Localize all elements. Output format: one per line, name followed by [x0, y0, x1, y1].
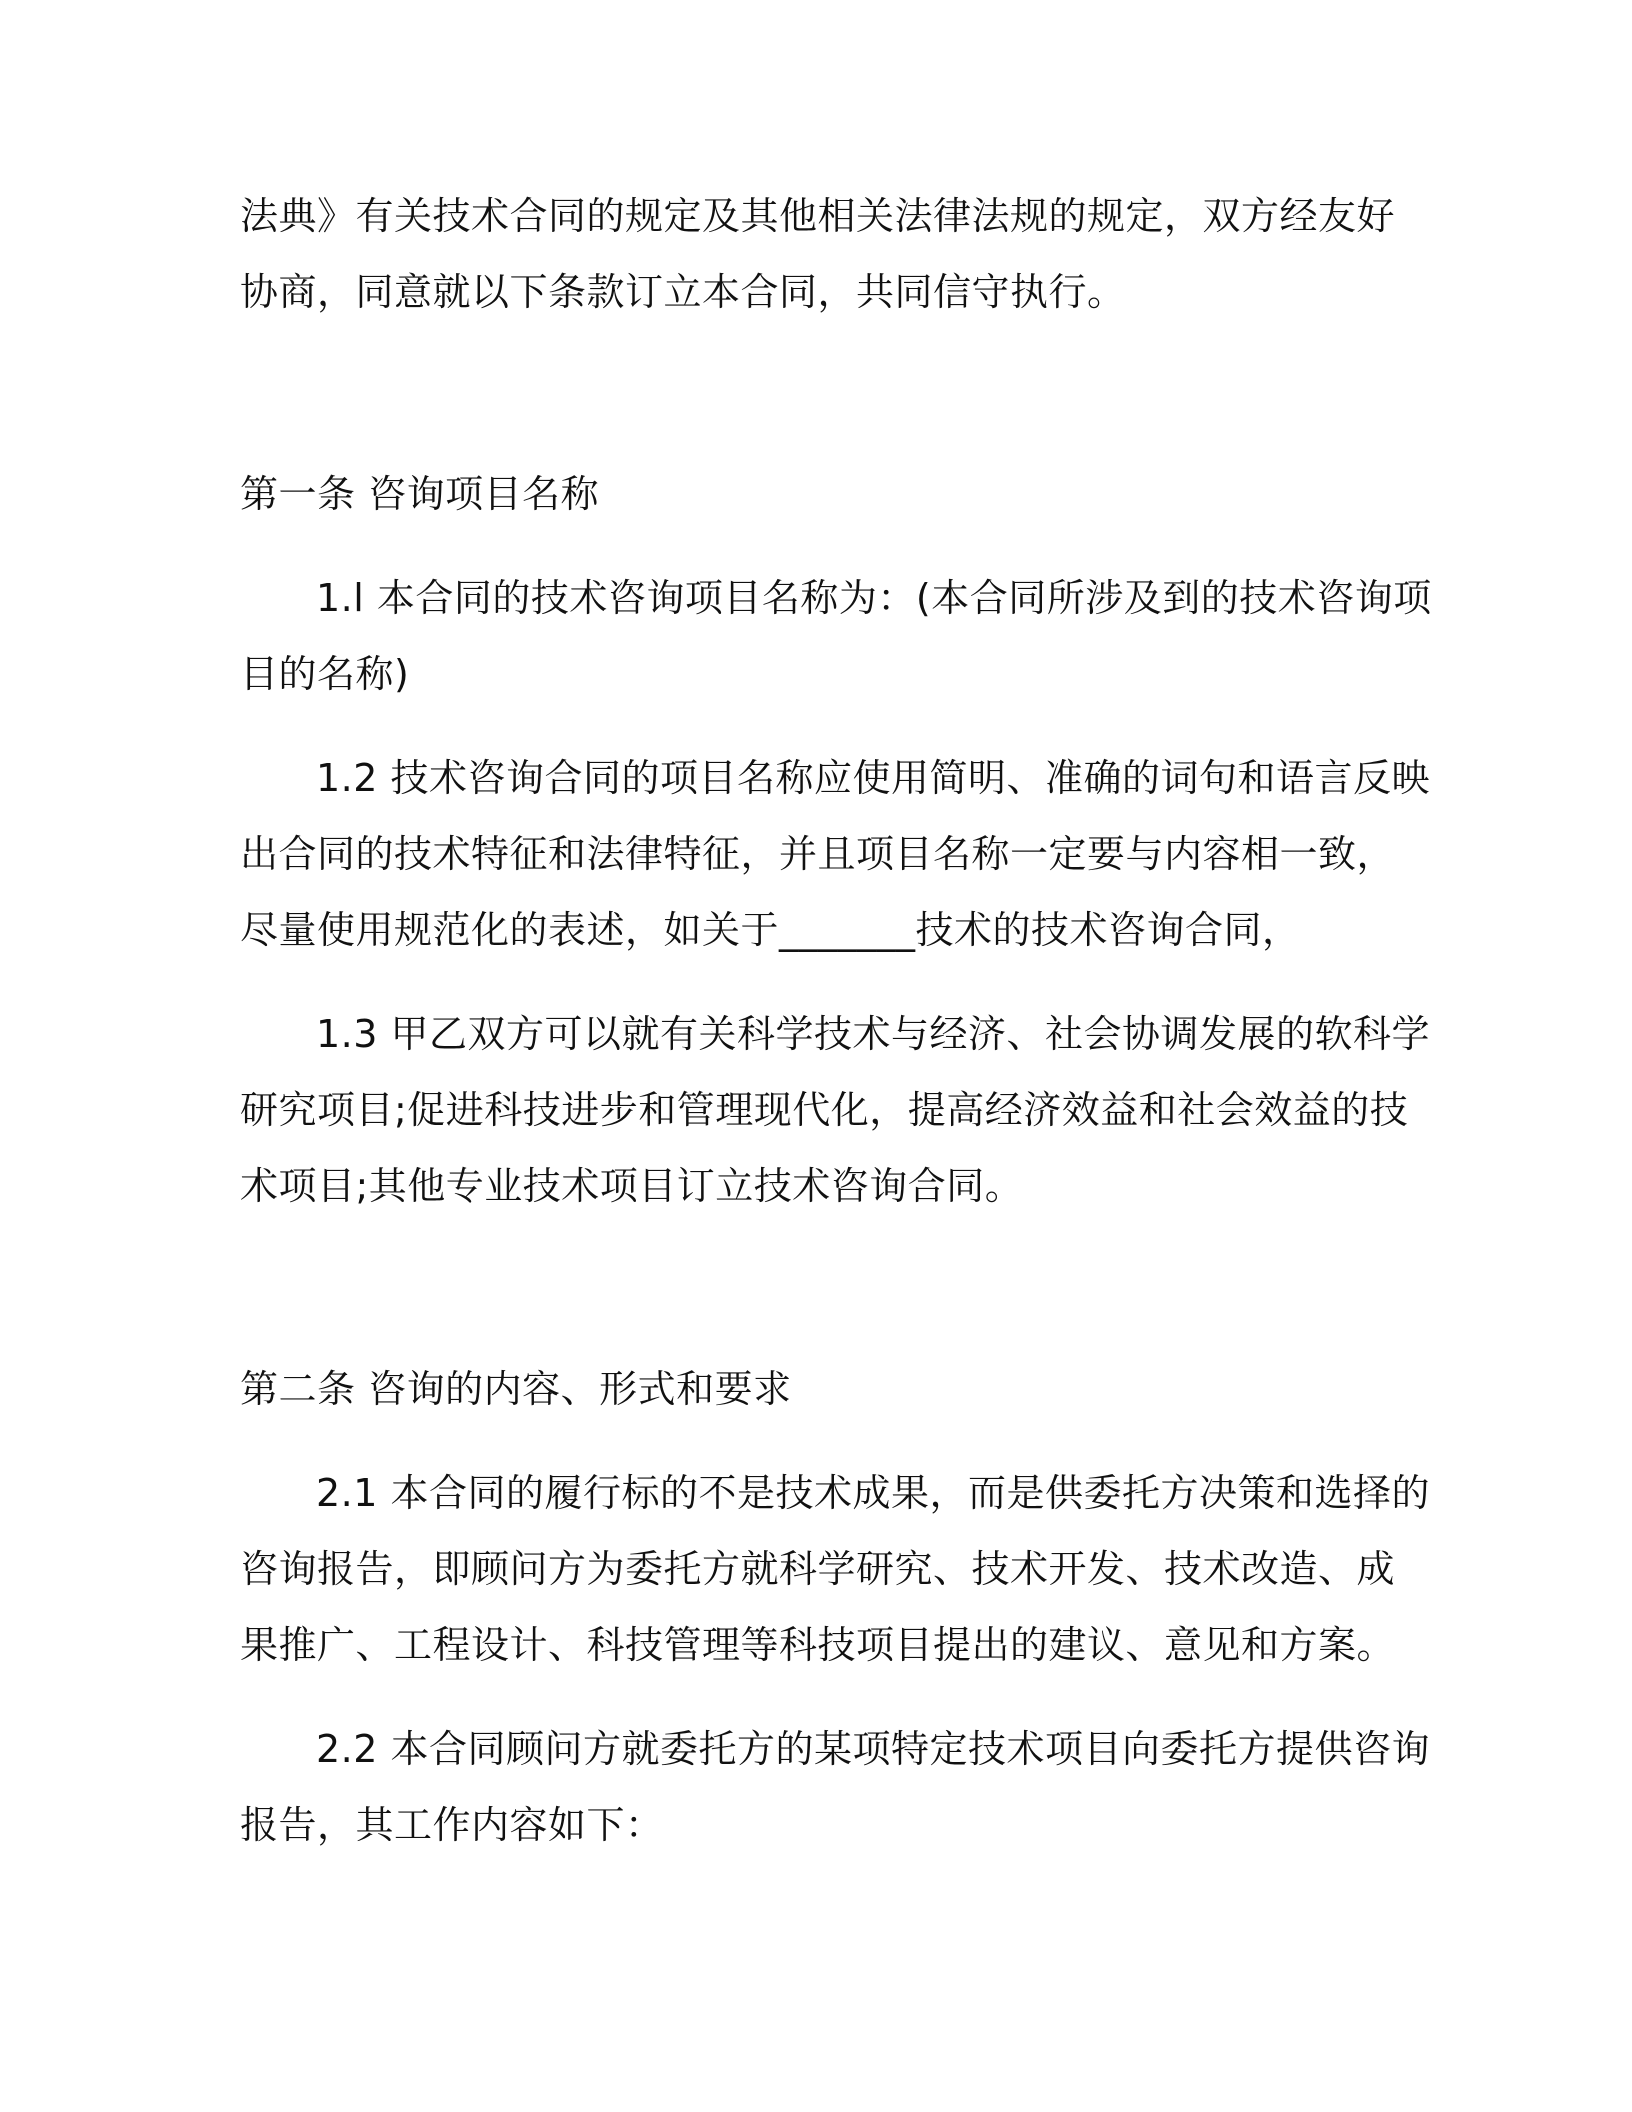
article-1-heading: 第一条 咨询项目名称 [240, 472, 600, 516]
clause-1-2-line-2: 出合同的技术特征和法律特征，并且项目名称一定要与内容相一致， [240, 832, 1396, 876]
intro-line-1: 法典》有关技术合同的规定及其他相关法律法规的规定，双方经友好 [240, 194, 1396, 238]
intro-line-2: 协商，同意就以下条款订立本合同，共同信守执行。 [240, 270, 1126, 314]
clause-2-2-line-1: 2.2 本合同顾问方就委托方的某项特定技术项目向委托方提供咨询 [316, 1727, 1431, 1771]
clause-1-3-line-2: 研究项目;促进科技进步和管理现代化，提高经济效益和社会效益的技 [240, 1088, 1409, 1132]
clause-1-2-line-3: 尽量使用规范化的表述，如关于_______技术的技术咨询合同， [240, 908, 1301, 952]
article-2-heading: 第二条 咨询的内容、形式和要求 [240, 1367, 792, 1411]
clause-1-1-line-2: 目的名称) [240, 652, 410, 696]
clause-2-1-line-2: 咨询报告，即顾问方为委托方就科学研究、技术开发、技术改造、成 [240, 1547, 1396, 1591]
clause-1-3-line-3: 术项目;其他专业技术项目订立技术咨询合同。 [240, 1164, 1024, 1208]
clause-2-1-line-1: 2.1 本合同的履行标的不是技术成果，而是供委托方决策和选择的 [316, 1471, 1431, 1515]
clause-1-3-line-1: 1.3 甲乙双方可以就有关科学技术与经济、社会协调发展的软科学 [316, 1012, 1431, 1056]
clause-2-1-line-3: 果推广、工程设计、科技管理等科技项目提出的建议、意见和方案。 [240, 1623, 1396, 1667]
clause-1-1-line-1: 1.l 本合同的技术咨询项目名称为：(本合同所涉及到的技术咨询项 [316, 576, 1432, 620]
clause-2-2-line-2: 报告，其工作内容如下： [240, 1803, 664, 1847]
clause-1-2-line-1: 1.2 技术咨询合同的项目名称应使用简明、准确的词句和语言反映 [316, 756, 1431, 800]
